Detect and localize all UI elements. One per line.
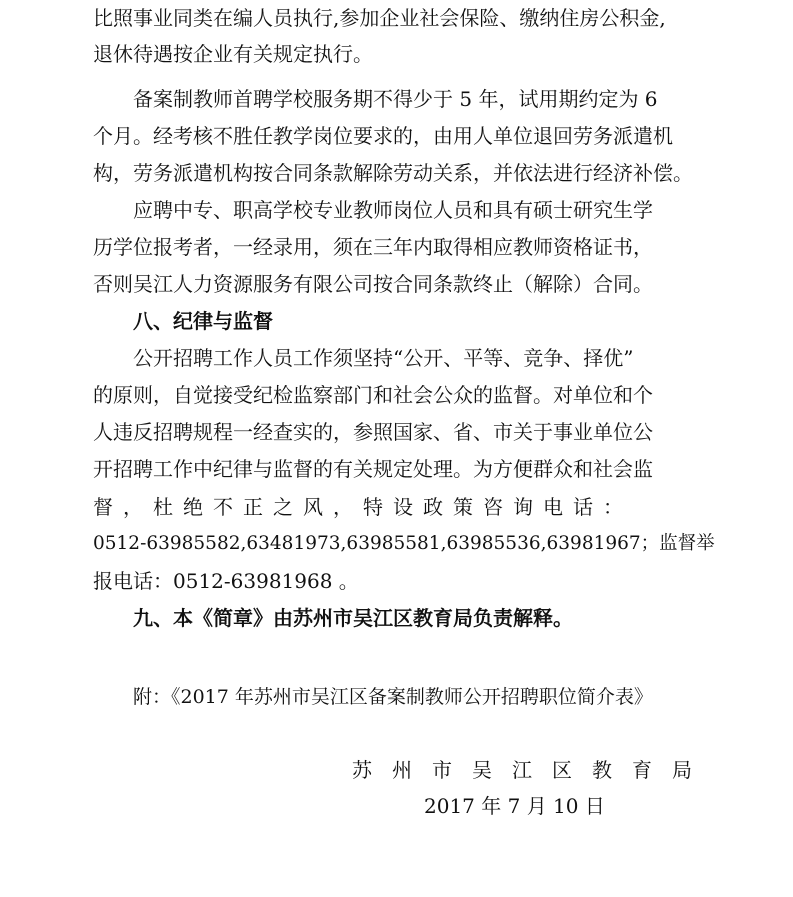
signature-char: 教 [592,758,612,782]
section-heading: 九、本《简章》由苏州市吴江区教育局负责解释。 [133,606,573,630]
paragraph-line: 备案制教师首聘学校服务期不得少于 5 年，试用期约定为 6 [133,87,658,111]
signature-char: 区 [552,758,572,782]
paragraph-line: 退休待遇按企业有关规定执行。 [93,42,373,66]
paragraph-line: 开招聘工作中纪律与监督的有关规定处理。为方便群众和社会监 [93,457,653,481]
signature-char: 育 [632,758,652,782]
paragraph-line: 构，劳务派遣机构按合同条款解除劳动关系，并依法进行经济补偿。 [93,161,693,185]
paragraph-line: 督，杜绝不正之风，特设政策咨询电话： [93,495,633,519]
signature-date: 2017 年 7 月 10 日 [424,794,605,818]
attachment-note: 附：《2017 年苏州市吴江区备案制教师公开招聘职位简介表》 [133,686,653,708]
paragraph-line: 否则吴江人力资源服务有限公司按合同条款终止（解除）合同。 [93,272,653,296]
paragraph-line: 报电话：0512-63981968 。 [93,569,359,593]
paragraph-line: 公开招聘工作人员工作须坚持“公开、平等、竞争、择优” [133,346,634,370]
paragraph-line: 的原则，自觉接受纪检监察部门和社会公众的监督。对单位和个 [93,383,653,407]
paragraph-line: 历学位报考者，一经录用，须在三年内取得相应教师资格证书， [93,235,653,259]
signature-char: 吴 [472,758,492,782]
signature-char: 江 [512,758,532,782]
signature-char: 市 [432,758,452,782]
paragraph-line: 个月。经考核不胜任教学岗位要求的，由用人单位退回劳务派遣机 [93,124,673,148]
signature-char: 苏 [352,758,372,782]
signature-organization [352,753,692,787]
signature-char: 局 [672,758,692,782]
signature-char: 州 [392,758,412,782]
paragraph-line: 人违反招聘规程一经查实的，参照国家、省、市关于事业单位公 [93,420,653,444]
paragraph-line: 应聘中专、职高学校专业教师岗位人员和具有硕士研究生学 [133,198,653,222]
phone-numbers: 0512-63985582,63481973,63985581,63985536,63981967；监督举 [93,533,715,554]
paragraph-line: 比照事业同类在编人员执行,参加企业社会保险、缴纳住房公积金, [93,6,666,30]
section-heading: 八、纪律与监督 [133,309,273,333]
